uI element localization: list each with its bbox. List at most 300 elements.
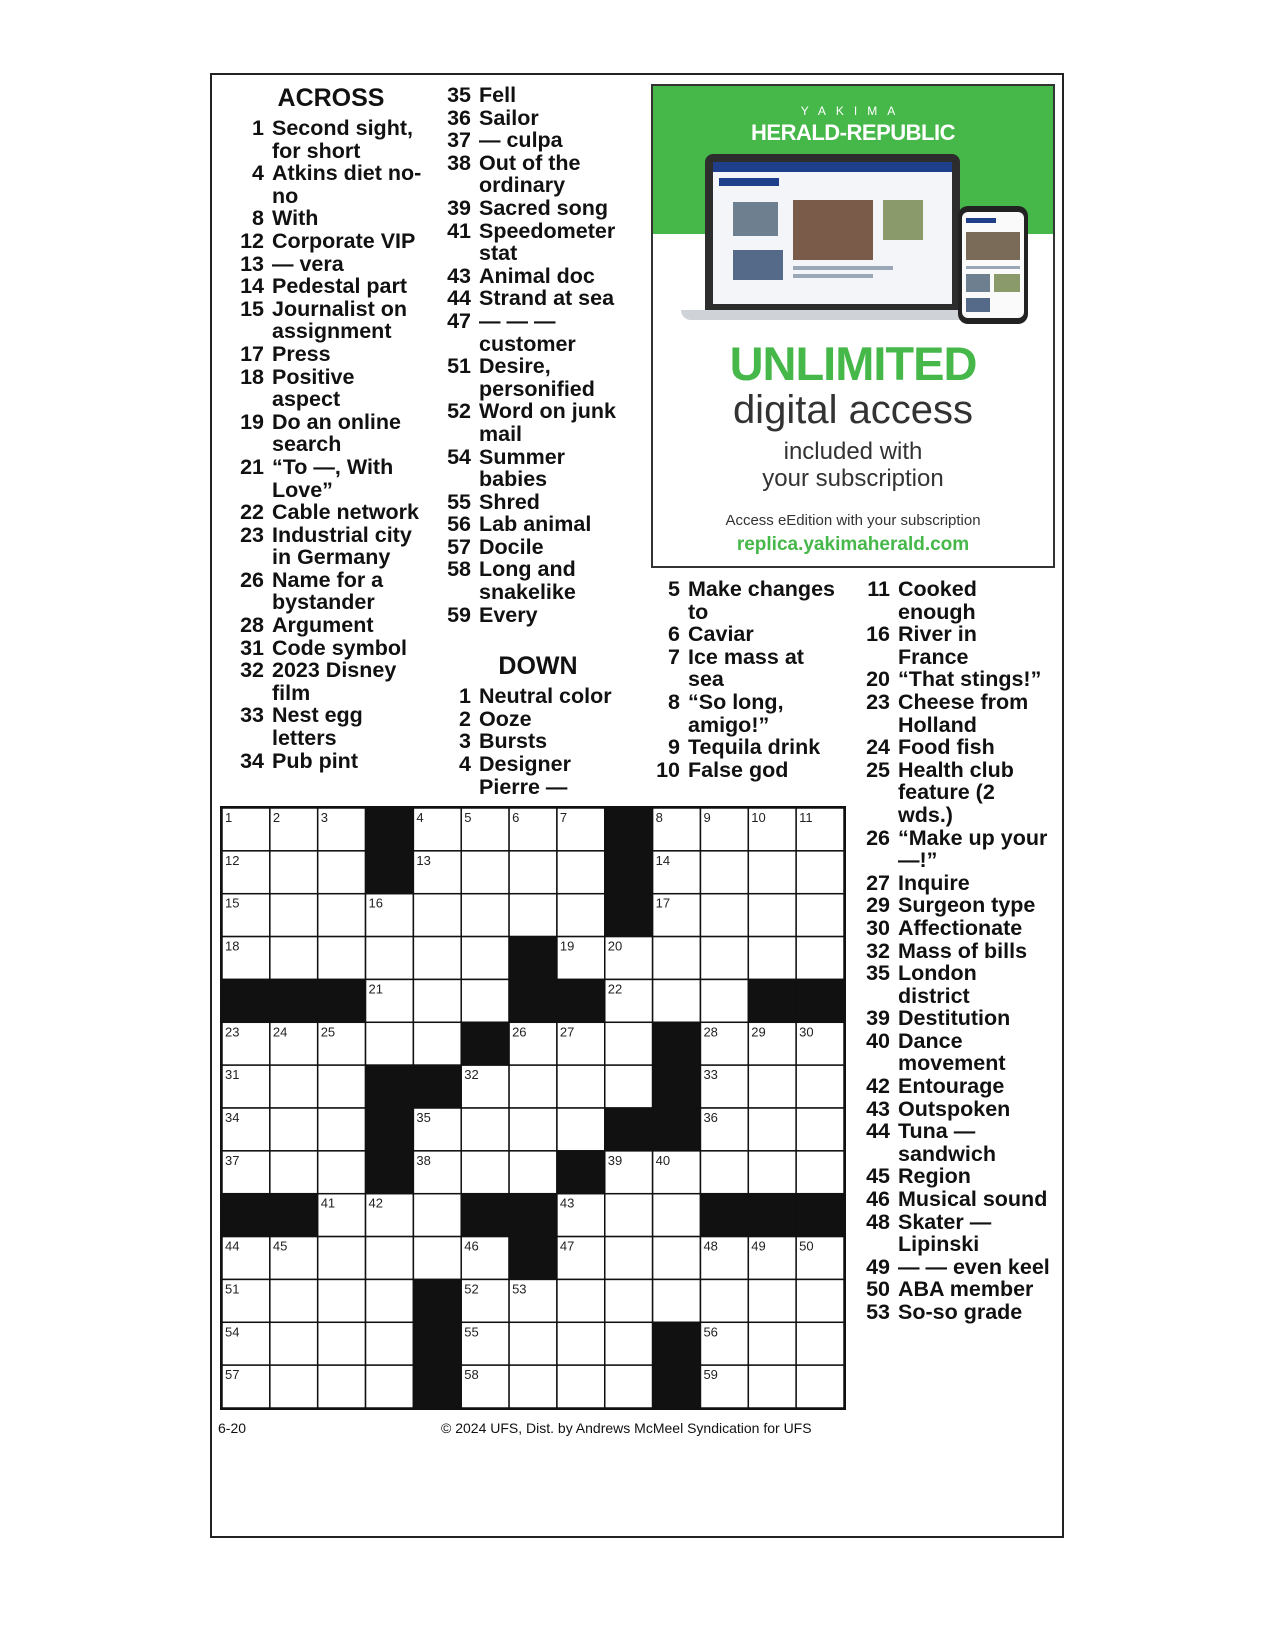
clue-number: 37 bbox=[447, 128, 471, 153]
crossword-grid[interactable] bbox=[220, 806, 846, 1410]
cell-number: 43 bbox=[559, 1195, 575, 1211]
clue-number: 10 bbox=[656, 757, 680, 782]
grid-cell[interactable] bbox=[366, 1322, 414, 1365]
clue-text: “Make up your —!” bbox=[898, 825, 1048, 873]
clue-text: Long and snakelike bbox=[479, 557, 576, 605]
clue-item bbox=[226, 637, 426, 660]
grid-cell[interactable] bbox=[366, 1365, 414, 1408]
clue-item bbox=[433, 310, 633, 355]
grid-cell[interactable] bbox=[605, 1194, 653, 1237]
cell-number: 25 bbox=[320, 1024, 336, 1040]
grid-cell[interactable] bbox=[748, 894, 796, 937]
black-square bbox=[461, 1194, 509, 1237]
clue-number: 24 bbox=[866, 735, 890, 760]
grid-cell[interactable] bbox=[605, 1365, 653, 1408]
cell-number: 3 bbox=[320, 810, 328, 825]
grid-cell[interactable] bbox=[413, 894, 461, 937]
grid-cell[interactable] bbox=[700, 1279, 748, 1322]
clue-number: 50 bbox=[866, 1277, 890, 1302]
clue-number: 55 bbox=[447, 489, 471, 514]
clue-item bbox=[226, 569, 426, 614]
black-square bbox=[509, 937, 557, 980]
black-square bbox=[318, 979, 366, 1022]
clue-number: 46 bbox=[866, 1187, 890, 1212]
cell-number: 53 bbox=[512, 1281, 527, 1297]
black-square bbox=[700, 1194, 748, 1237]
clue-number: 39 bbox=[447, 195, 471, 220]
clue-text: Do an online search bbox=[272, 409, 401, 457]
clue-item bbox=[433, 197, 633, 220]
grid-cell[interactable] bbox=[557, 1279, 605, 1322]
cell-number: 42 bbox=[368, 1195, 384, 1211]
clue-text: Inquire bbox=[898, 870, 970, 895]
clue-number: 29 bbox=[866, 893, 890, 918]
clue-text: Designer Pierre — bbox=[479, 752, 572, 799]
cell-number: 38 bbox=[416, 1152, 431, 1168]
grid-cell[interactable] bbox=[509, 1151, 557, 1194]
black-square bbox=[796, 1194, 844, 1237]
grid-cell[interactable] bbox=[509, 1108, 557, 1151]
clue-text: Corporate VIP bbox=[272, 228, 416, 253]
clue-text: — — — customer bbox=[479, 308, 576, 356]
cell-number: 20 bbox=[607, 938, 623, 954]
clue-text: Bursts bbox=[479, 729, 548, 754]
cell-number: 26 bbox=[512, 1024, 527, 1040]
grid-cell[interactable] bbox=[796, 851, 844, 894]
grid-cell[interactable] bbox=[748, 1108, 796, 1151]
clue-number: 45 bbox=[866, 1164, 890, 1189]
clue-item bbox=[852, 1211, 1052, 1256]
clue-number: 27 bbox=[866, 870, 890, 895]
clue-number: 39 bbox=[866, 1006, 890, 1031]
clue-item bbox=[433, 220, 633, 265]
grid-cell[interactable] bbox=[605, 1237, 653, 1280]
grid-cell[interactable] bbox=[653, 979, 701, 1022]
clue-number: 43 bbox=[866, 1096, 890, 1121]
grid-cell[interactable] bbox=[557, 1065, 605, 1108]
grid-cell[interactable] bbox=[270, 937, 318, 980]
cell-number: 8 bbox=[655, 810, 663, 825]
grid-cell[interactable] bbox=[748, 937, 796, 980]
grid-cell[interactable] bbox=[653, 1279, 701, 1322]
clue-number: 28 bbox=[240, 613, 264, 638]
clue-text: — — even keel bbox=[898, 1254, 1050, 1279]
clue-item bbox=[433, 708, 633, 731]
black-square bbox=[653, 1022, 701, 1065]
grid-cell[interactable] bbox=[270, 1151, 318, 1194]
clue-text: Shred bbox=[479, 489, 540, 514]
grid-cell[interactable] bbox=[270, 851, 318, 894]
clue-number: 4 bbox=[252, 161, 264, 186]
grid-cell[interactable] bbox=[796, 894, 844, 937]
clue-text: “To —, With Love” bbox=[272, 454, 394, 502]
cell-number: 17 bbox=[655, 895, 671, 911]
cell-number: 37 bbox=[225, 1152, 240, 1168]
cell-number: 9 bbox=[703, 810, 711, 825]
grid-cell[interactable] bbox=[318, 1279, 366, 1322]
cell-number: 22 bbox=[607, 981, 623, 997]
grid-cell[interactable] bbox=[509, 1365, 557, 1408]
clue-item bbox=[852, 894, 1052, 917]
cell-number: 29 bbox=[751, 1024, 766, 1040]
clue-text: Cheese from Holland bbox=[898, 689, 1029, 737]
grid-cell[interactable] bbox=[557, 894, 605, 937]
grid-cell[interactable] bbox=[270, 1279, 318, 1322]
clue-number: 56 bbox=[447, 512, 471, 537]
clue-item bbox=[852, 917, 1052, 940]
clue-text: Affectionate bbox=[898, 915, 1023, 940]
grid-cell[interactable] bbox=[318, 894, 366, 937]
black-square bbox=[366, 1151, 414, 1194]
black-square bbox=[653, 1065, 701, 1108]
clue-item bbox=[852, 1120, 1052, 1165]
clue-number: 43 bbox=[447, 263, 471, 288]
clue-item bbox=[642, 578, 842, 623]
clue-item bbox=[642, 759, 842, 782]
grid-cell[interactable] bbox=[748, 1322, 796, 1365]
cell-number: 23 bbox=[225, 1024, 240, 1040]
grid-cell[interactable] bbox=[461, 979, 509, 1022]
clue-text: Positive aspect bbox=[272, 364, 355, 412]
black-square bbox=[222, 1194, 270, 1237]
grid-cell[interactable] bbox=[366, 1279, 414, 1322]
cell-number: 13 bbox=[416, 852, 431, 868]
clue-text: Strand at sea bbox=[479, 286, 615, 311]
grid-cell[interactable] bbox=[605, 1279, 653, 1322]
grid-cell[interactable] bbox=[461, 937, 509, 980]
clue-number: 23 bbox=[866, 689, 890, 714]
black-square bbox=[509, 979, 557, 1022]
cell-number: 30 bbox=[799, 1024, 814, 1040]
clue-number: 6 bbox=[668, 622, 680, 647]
cell-number: 41 bbox=[320, 1195, 336, 1211]
clue-item bbox=[852, 578, 1052, 623]
clue-number: 15 bbox=[240, 296, 264, 321]
clue-number: 30 bbox=[866, 915, 890, 940]
cell-number: 55 bbox=[464, 1324, 479, 1340]
cell-number: 51 bbox=[225, 1281, 240, 1297]
clue-text: Ice mass at sea bbox=[688, 644, 804, 692]
grid-cell[interactable] bbox=[653, 1194, 701, 1237]
clue-list bbox=[852, 578, 1052, 1324]
grid-cell[interactable] bbox=[700, 1151, 748, 1194]
cell-number: 36 bbox=[703, 1110, 718, 1125]
clue-item bbox=[433, 491, 633, 514]
clue-text: Food fish bbox=[898, 735, 995, 760]
clue-text: So-so grade bbox=[898, 1300, 1023, 1324]
ad-url-link[interactable]: replica.yakimaherald.com bbox=[736, 534, 970, 555]
cell-number: 56 bbox=[703, 1324, 718, 1340]
clue-item bbox=[226, 275, 426, 298]
clue-number: 1 bbox=[459, 684, 471, 709]
grid-cell[interactable] bbox=[748, 851, 796, 894]
clue-number: 4 bbox=[459, 752, 471, 777]
clue-item bbox=[226, 366, 426, 411]
clue-item bbox=[226, 411, 426, 456]
cell-number: 5 bbox=[464, 810, 472, 825]
across-heading: ACROSS bbox=[277, 84, 385, 112]
grid-cell[interactable] bbox=[318, 1365, 366, 1408]
down-clues-column-4 bbox=[852, 578, 1052, 1324]
grid-cell[interactable] bbox=[748, 1279, 796, 1322]
clue-number: 38 bbox=[447, 150, 471, 175]
grid-cell[interactable] bbox=[270, 1108, 318, 1151]
clue-number: 7 bbox=[668, 644, 680, 669]
grid-cell[interactable] bbox=[318, 1151, 366, 1194]
grid-cell[interactable] bbox=[700, 894, 748, 937]
cell-number: 27 bbox=[559, 1024, 575, 1040]
ad-subheadline: digital access bbox=[732, 388, 974, 432]
grid-cell[interactable] bbox=[796, 1365, 844, 1408]
phone-illustration bbox=[958, 206, 1028, 324]
clue-number: 49 bbox=[866, 1254, 890, 1279]
clue-item bbox=[433, 558, 633, 603]
clue-item bbox=[433, 129, 633, 152]
clue-number: 32 bbox=[240, 658, 264, 683]
grid-cell[interactable] bbox=[366, 937, 414, 980]
clue-number: 18 bbox=[240, 364, 264, 389]
cell-number: 7 bbox=[559, 810, 568, 825]
clue-text: Animal doc bbox=[479, 263, 595, 288]
clue-number: 11 bbox=[867, 577, 890, 601]
clue-item bbox=[852, 872, 1052, 895]
cell-number: 1 bbox=[225, 810, 233, 825]
grid-cell[interactable] bbox=[796, 1065, 844, 1108]
grid-cell[interactable] bbox=[796, 1279, 844, 1322]
clue-text: River in France bbox=[898, 622, 977, 669]
black-square bbox=[366, 1108, 414, 1151]
grid-cell[interactable] bbox=[461, 851, 509, 894]
clue-text: Musical sound bbox=[898, 1187, 1048, 1212]
cell-number: 10 bbox=[751, 810, 766, 825]
grid-cell[interactable] bbox=[413, 979, 461, 1022]
black-square bbox=[270, 979, 318, 1022]
cell-number: 58 bbox=[464, 1367, 479, 1383]
grid-cell[interactable] bbox=[461, 1151, 509, 1194]
grid-cell[interactable] bbox=[318, 1237, 366, 1280]
clue-number: 44 bbox=[866, 1119, 890, 1144]
clue-text: Summer babies bbox=[479, 444, 566, 492]
clue-list bbox=[433, 84, 633, 626]
grid-cell[interactable] bbox=[605, 1065, 653, 1108]
grid-cell[interactable] bbox=[796, 1151, 844, 1194]
grid-cell[interactable] bbox=[366, 1022, 414, 1065]
clue-number: 8 bbox=[668, 689, 680, 714]
clue-number: 5 bbox=[668, 577, 680, 601]
grid-cell[interactable] bbox=[318, 1322, 366, 1365]
grid-cell[interactable] bbox=[270, 1322, 318, 1365]
black-square bbox=[509, 1194, 557, 1237]
cell-number: 50 bbox=[799, 1238, 814, 1254]
clue-item bbox=[852, 1188, 1052, 1211]
black-square bbox=[605, 808, 653, 851]
grid-cell[interactable] bbox=[461, 894, 509, 937]
grid-cell[interactable] bbox=[605, 1022, 653, 1065]
clue-text: 2023 Disney film bbox=[272, 658, 397, 705]
cell-number: 31 bbox=[225, 1067, 240, 1083]
laptop-screen bbox=[713, 162, 952, 304]
grid-cell[interactable] bbox=[366, 1237, 414, 1280]
clue-number: 40 bbox=[866, 1028, 890, 1053]
grid-cell[interactable] bbox=[509, 851, 557, 894]
clue-text: Neutral color bbox=[479, 684, 612, 709]
clue-item bbox=[852, 668, 1052, 691]
clue-item bbox=[226, 117, 426, 162]
grid-cell[interactable] bbox=[605, 1322, 653, 1365]
clue-number: 59 bbox=[447, 602, 471, 627]
clue-number: 22 bbox=[240, 500, 264, 525]
cell-number: 35 bbox=[416, 1110, 431, 1125]
clue-text: “So long, amigo!” bbox=[688, 689, 784, 737]
grid-cell[interactable] bbox=[413, 1194, 461, 1237]
clue-item bbox=[433, 287, 633, 310]
grid-cell[interactable] bbox=[557, 1108, 605, 1151]
laptop-illustration bbox=[705, 154, 960, 312]
clue-number: 19 bbox=[240, 409, 264, 434]
black-square bbox=[509, 1237, 557, 1280]
clue-item bbox=[852, 1075, 1052, 1098]
clue-item bbox=[852, 1030, 1052, 1075]
copyright-notice: © 2024 UFS, Dist. by Andrews McMeel Syndication for UFS bbox=[441, 1420, 812, 1436]
grid-cell[interactable] bbox=[509, 1065, 557, 1108]
clue-text: Caviar bbox=[688, 622, 754, 647]
clue-text: Ooze bbox=[479, 706, 532, 731]
cell-number: 2 bbox=[272, 810, 281, 825]
clue-text: Surgeon type bbox=[898, 893, 1036, 918]
clue-item bbox=[642, 691, 842, 736]
grid-cell[interactable] bbox=[700, 851, 748, 894]
clue-number: 9 bbox=[668, 735, 680, 760]
grid-cell[interactable] bbox=[318, 851, 366, 894]
clue-item bbox=[226, 230, 426, 253]
clue-number: 26 bbox=[240, 567, 264, 592]
grid-cell[interactable] bbox=[557, 1365, 605, 1408]
clue-item bbox=[433, 604, 633, 627]
clue-text: Press bbox=[272, 341, 331, 366]
clue-text: Code symbol bbox=[272, 635, 407, 660]
cell-number: 48 bbox=[703, 1238, 718, 1254]
clue-number: 44 bbox=[447, 286, 471, 311]
grid-cell[interactable] bbox=[557, 851, 605, 894]
cell-number: 39 bbox=[607, 1152, 623, 1168]
black-square bbox=[653, 1322, 701, 1365]
clue-item bbox=[433, 107, 633, 130]
grid-cell[interactable] bbox=[700, 937, 748, 980]
clue-number: 3 bbox=[459, 729, 471, 754]
clue-text: Make changes to bbox=[688, 577, 835, 624]
clue-text: Desire, personified bbox=[479, 354, 595, 401]
clue-item bbox=[226, 253, 426, 276]
grid-cell[interactable] bbox=[748, 1151, 796, 1194]
grid-cell[interactable] bbox=[509, 1322, 557, 1365]
grid-cell[interactable] bbox=[700, 979, 748, 1022]
phone-screen bbox=[962, 212, 1024, 318]
clue-text: With bbox=[272, 206, 319, 231]
grid-cell[interactable] bbox=[413, 1237, 461, 1280]
clue-item bbox=[852, 1165, 1052, 1188]
black-square bbox=[653, 1365, 701, 1408]
grid-cell[interactable] bbox=[270, 894, 318, 937]
clue-item bbox=[226, 298, 426, 343]
across-clues-column-2 bbox=[433, 84, 633, 798]
grid-cell[interactable] bbox=[318, 1108, 366, 1151]
clue-item bbox=[852, 1007, 1052, 1030]
grid-cell[interactable] bbox=[748, 1065, 796, 1108]
cell-number: 15 bbox=[225, 895, 240, 911]
clue-item bbox=[852, 1256, 1052, 1279]
clue-item bbox=[433, 685, 633, 708]
clue-item bbox=[433, 265, 633, 288]
grid-cell[interactable] bbox=[318, 937, 366, 980]
clue-text: Atkins diet no-no bbox=[272, 161, 422, 208]
clue-number: 54 bbox=[447, 444, 471, 469]
grid-cell[interactable] bbox=[413, 1022, 461, 1065]
grid-cell[interactable] bbox=[270, 1365, 318, 1408]
clue-text: Word on junk mail bbox=[479, 399, 616, 446]
cell-number: 19 bbox=[559, 938, 575, 954]
clue-item bbox=[226, 704, 426, 749]
clue-text: Out of the ordinary bbox=[479, 150, 581, 198]
grid-cell[interactable] bbox=[796, 1322, 844, 1365]
clue-text: Name for a bystander bbox=[272, 567, 384, 615]
across-clues-column-1 bbox=[226, 84, 426, 772]
subscription-ad[interactable] bbox=[651, 84, 1055, 568]
cell-number: 34 bbox=[225, 1110, 240, 1125]
clue-item bbox=[852, 1278, 1052, 1301]
grid-cell[interactable] bbox=[748, 1365, 796, 1408]
clue-item bbox=[433, 84, 633, 107]
black-square bbox=[366, 1065, 414, 1108]
grid-cell[interactable] bbox=[413, 937, 461, 980]
clue-number: 53 bbox=[866, 1300, 890, 1324]
grid-cell[interactable] bbox=[509, 894, 557, 937]
clue-item bbox=[433, 730, 633, 753]
cell-number: 54 bbox=[225, 1324, 240, 1340]
grid-cell[interactable] bbox=[796, 1108, 844, 1151]
black-square bbox=[413, 1279, 461, 1322]
clue-number: 23 bbox=[240, 522, 264, 547]
black-square bbox=[748, 979, 796, 1022]
grid-cell[interactable] bbox=[653, 937, 701, 980]
grid-cell[interactable] bbox=[653, 1237, 701, 1280]
clue-item bbox=[852, 962, 1052, 1007]
clue-item bbox=[226, 207, 426, 230]
black-square bbox=[557, 979, 605, 1022]
grid-cell[interactable] bbox=[557, 1322, 605, 1365]
clue-text: Lab animal bbox=[479, 512, 592, 537]
clue-text: Mass of bills bbox=[898, 938, 1028, 963]
cell-number: 4 bbox=[416, 810, 424, 825]
grid-cell[interactable] bbox=[318, 1065, 366, 1108]
clue-number: 48 bbox=[866, 1209, 890, 1234]
ad-line-2: your subscription bbox=[762, 465, 944, 492]
grid-cell[interactable] bbox=[796, 937, 844, 980]
puzzle-date-code: 6-20 bbox=[218, 1420, 247, 1436]
clue-item bbox=[226, 750, 426, 773]
clue-item bbox=[226, 162, 426, 207]
down-clues-column-3 bbox=[642, 578, 842, 781]
grid-cell[interactable] bbox=[461, 1108, 509, 1151]
clue-item bbox=[226, 343, 426, 366]
cell-number: 14 bbox=[655, 852, 671, 868]
clue-list bbox=[433, 685, 633, 798]
clue-text: Every bbox=[479, 602, 538, 627]
black-square bbox=[653, 1108, 701, 1151]
clue-text: Argument bbox=[272, 613, 374, 638]
grid-cell[interactable] bbox=[270, 1065, 318, 1108]
clue-text: Region bbox=[898, 1164, 971, 1189]
clue-item bbox=[226, 614, 426, 637]
